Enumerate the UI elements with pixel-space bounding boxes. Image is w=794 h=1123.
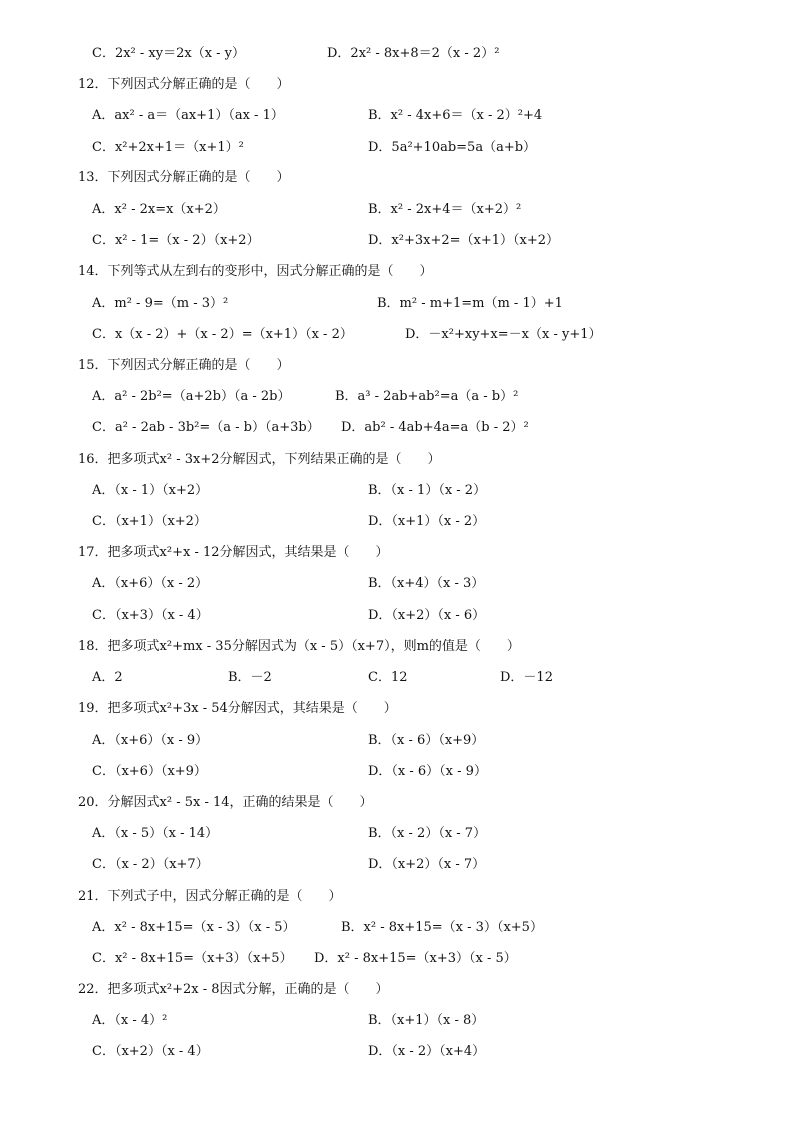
option-d: D．（x - 6）（x - 9） bbox=[368, 764, 487, 779]
option-d: D．5a²+10ab=5a（a+b） bbox=[368, 140, 537, 155]
option-c: C．（x+2）（x - 4） bbox=[92, 1044, 209, 1059]
option-d: D．（x+2）（x - 6） bbox=[368, 608, 486, 623]
question-text: 14．下列等式从左到右的变形中，因式分解正确的是（ ） bbox=[78, 264, 433, 279]
option-a: A．（x - 1）（x+2） bbox=[92, 483, 209, 498]
option-c: C．x（x - 2）+（x - 2）=（x+1）（x - 2） bbox=[92, 327, 353, 342]
option-row bbox=[0, 1040, 794, 1064]
option-b: B．（x - 1）（x - 2） bbox=[368, 483, 487, 498]
option-row bbox=[0, 604, 794, 628]
question-15 bbox=[0, 354, 794, 378]
question-text: 18．把多项式x²+mx - 35分解因式为（x - 5）（x+7），则m的值是（ ） bbox=[78, 639, 520, 654]
question-14 bbox=[0, 260, 794, 284]
question-19 bbox=[0, 697, 794, 721]
option-c: C．（x+6）（x+9） bbox=[92, 764, 207, 779]
option-c: C．x² - 8x+15=（x+3）（x+5） bbox=[92, 951, 293, 966]
option-row bbox=[0, 1009, 794, 1033]
option-d: D．2x² - 8x+8＝2（x - 2）² bbox=[327, 46, 500, 61]
option-d: D．ab² - 4ab+4a=a（b - 2）² bbox=[341, 420, 529, 435]
option-b: B．a³ - 2ab+ab²=a（a - b）² bbox=[335, 389, 519, 404]
option-row bbox=[0, 104, 794, 128]
option-d: D．－x²+xy+x=－x（x - y+1） bbox=[405, 327, 602, 342]
option-row bbox=[0, 572, 794, 596]
option-a: A．x² - 2x=x（x+2） bbox=[92, 202, 226, 217]
question-16 bbox=[0, 448, 794, 472]
option-row bbox=[0, 760, 794, 784]
option-b: B．－2 bbox=[228, 670, 272, 685]
option-row bbox=[0, 323, 794, 347]
option-a: A．x² - 8x+15=（x - 3）（x - 5） bbox=[92, 920, 296, 935]
question-12 bbox=[0, 73, 794, 97]
option-c: C．12 bbox=[368, 670, 408, 685]
option-row bbox=[0, 42, 794, 66]
option-b: B．m² - m+1=m（m - 1）+1 bbox=[377, 296, 563, 311]
option-a: A．（x+6）（x - 2） bbox=[92, 576, 209, 591]
option-row bbox=[0, 136, 794, 160]
question-18 bbox=[0, 635, 794, 659]
option-c: C．（x+3）（x - 4） bbox=[92, 608, 209, 623]
option-row bbox=[0, 229, 794, 253]
option-a: A．m² - 9=（m - 3）² bbox=[92, 296, 229, 311]
option-row bbox=[0, 947, 794, 971]
question-22 bbox=[0, 978, 794, 1002]
option-c: C．x² - 1=（x - 2）（x+2） bbox=[92, 233, 260, 248]
option-row bbox=[0, 916, 794, 940]
option-row bbox=[0, 479, 794, 503]
option-b: B．（x+4）（x - 3） bbox=[368, 576, 485, 591]
option-b: B．（x+1）（x - 8） bbox=[368, 1013, 485, 1028]
question-text: 21．下列式子中，因式分解正确的是（ ） bbox=[78, 889, 342, 904]
option-d: D．（x+1）（x - 2） bbox=[368, 514, 486, 529]
option-row bbox=[0, 729, 794, 753]
option-c: C．2x² - xy＝2x（x - y） bbox=[92, 46, 246, 61]
option-row bbox=[0, 416, 794, 440]
question-text: 15．下列因式分解正确的是（ ） bbox=[78, 358, 290, 373]
question-text: 13．下列因式分解正确的是（ ） bbox=[78, 170, 290, 185]
option-row bbox=[0, 292, 794, 316]
option-b: B．x² - 4x+6＝（x - 2）²+4 bbox=[368, 108, 543, 123]
option-d: D．－12 bbox=[500, 670, 553, 685]
question-text: 17．把多项式x²+x - 12分解因式，其结果是（ ） bbox=[78, 545, 389, 560]
option-row bbox=[0, 853, 794, 877]
question-20 bbox=[0, 791, 794, 815]
question-17 bbox=[0, 541, 794, 565]
option-b: B．（x - 6）（x+9） bbox=[368, 733, 485, 748]
question-text: 16．把多项式x² - 3x+2分解因式，下列结果正确的是（ ） bbox=[78, 452, 441, 467]
option-d: D．x²+3x+2=（x+1）（x+2） bbox=[368, 233, 560, 248]
option-b: B．x² - 2x+4＝（x+2）² bbox=[368, 202, 522, 217]
option-row bbox=[0, 510, 794, 534]
question-21 bbox=[0, 885, 794, 909]
option-a: A．（x+6）（x - 9） bbox=[92, 733, 209, 748]
question-text: 12．下列因式分解正确的是（ ） bbox=[78, 77, 290, 92]
option-c: C．（x+1）（x+2） bbox=[92, 514, 207, 529]
option-row bbox=[0, 666, 794, 690]
option-c: C．x²+2x+1＝（x+1）² bbox=[92, 140, 244, 155]
option-a: A．（x - 4）² bbox=[92, 1013, 168, 1028]
option-b: B．（x - 2）（x - 7） bbox=[368, 826, 487, 841]
option-d: D．（x+2）（x - 7） bbox=[368, 857, 486, 872]
option-d: D．（x - 2）（x+4） bbox=[368, 1044, 486, 1059]
option-row bbox=[0, 385, 794, 409]
option-row bbox=[0, 198, 794, 222]
option-a: A．a² - 2b²=（a+2b）（a - 2b） bbox=[92, 389, 291, 404]
question-text: 20．分解因式x² - 5x - 14，正确的结果是（ ） bbox=[78, 795, 373, 810]
option-a: A．2 bbox=[92, 670, 123, 685]
option-row bbox=[0, 822, 794, 846]
option-c: C．a² - 2ab - 3b²=（a - b）（a+3b） bbox=[92, 420, 320, 435]
option-c: C．（x - 2）（x+7） bbox=[92, 857, 209, 872]
option-b: B．x² - 8x+15=（x - 3）（x+5） bbox=[341, 920, 543, 935]
option-a: A．ax² - a＝（ax+1）（ax - 1） bbox=[92, 108, 284, 123]
question-13 bbox=[0, 166, 794, 190]
question-text: 22．把多项式x²+2x - 8因式分解，正确的是（ ） bbox=[78, 982, 389, 997]
question-text: 19．把多项式x²+3x - 54分解因式，其结果是（ ） bbox=[78, 701, 397, 716]
option-a: A．（x - 5）（x - 14） bbox=[92, 826, 219, 841]
option-d: D．x² - 8x+15=（x+3）（x - 5） bbox=[314, 951, 517, 966]
